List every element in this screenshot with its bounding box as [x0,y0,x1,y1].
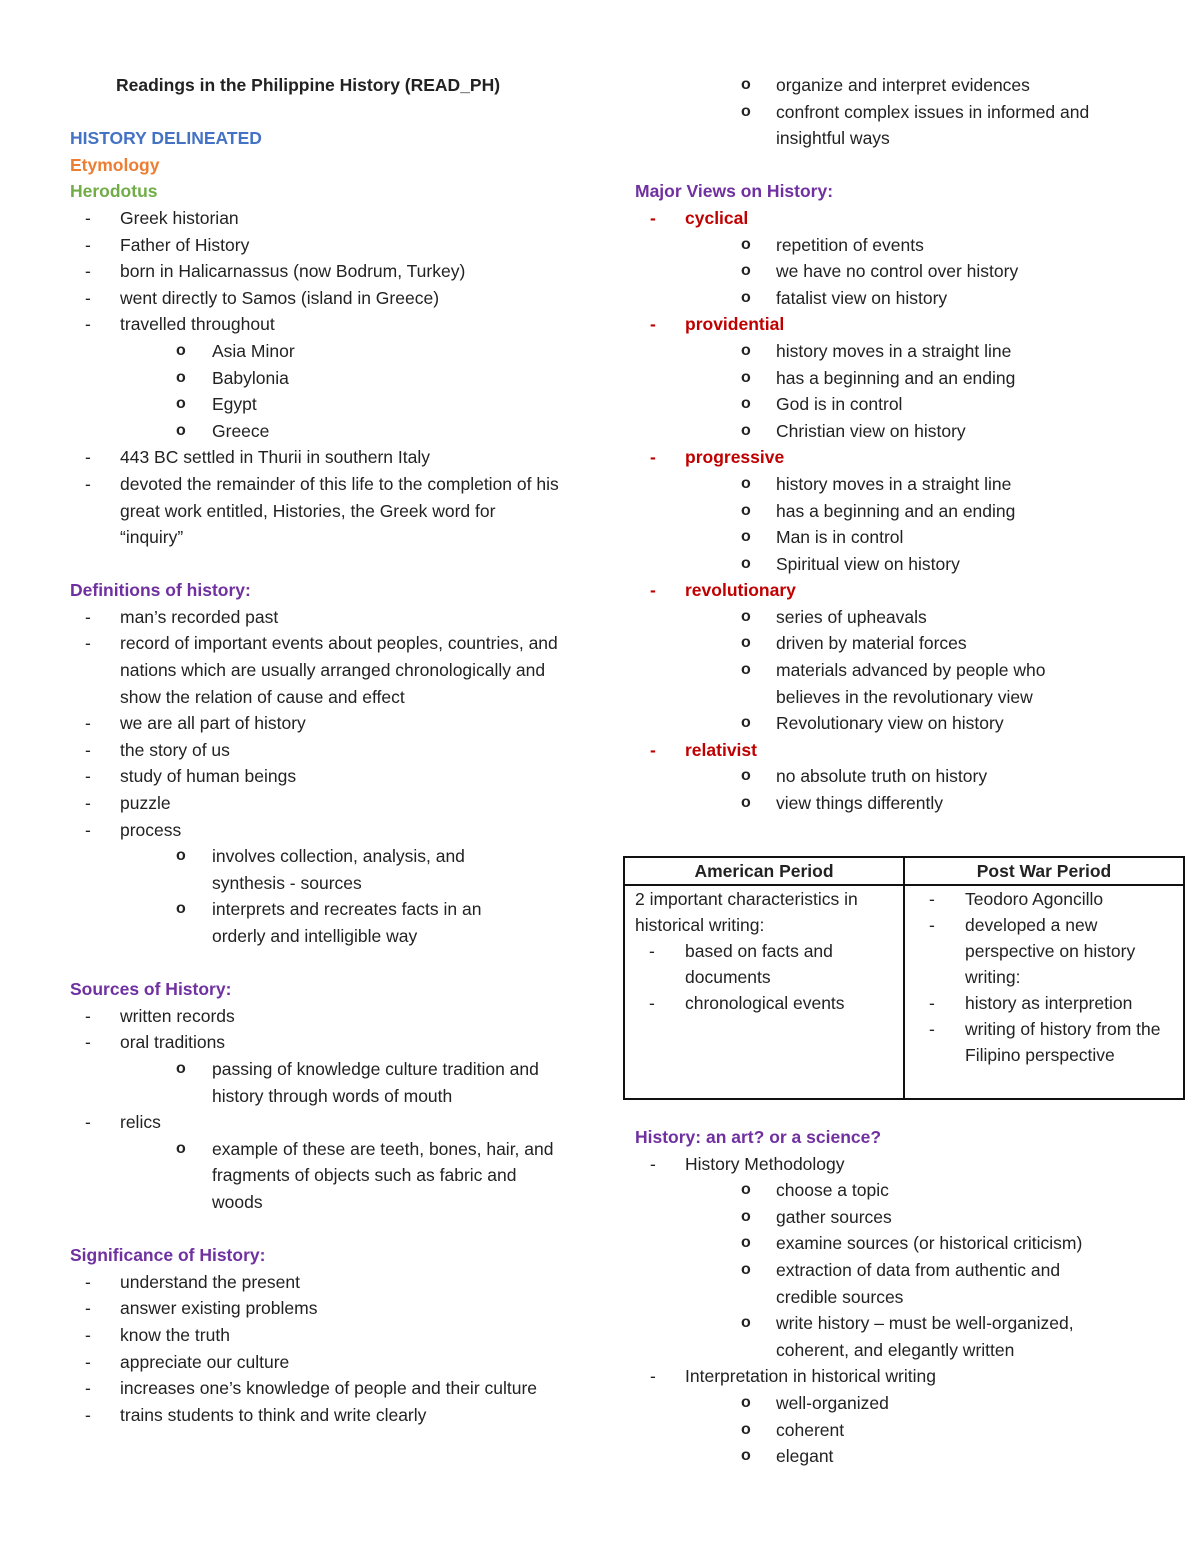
sub-list-item: o organize and interpret evidences [635,72,1195,99]
list-item: - study of human beings [70,763,610,790]
view-revolutionary: - revolutionary [635,577,1195,604]
sub-list-item: o Christian view on history [635,418,1195,445]
table-header-american: American Period [624,857,904,885]
sources-heading: Sources of History: [70,979,232,1000]
sub-list-item: o history moves in a straight line [635,471,1195,498]
sub-list-item: o passing of knowledge culture tradition and history through words of mouth [70,1056,557,1109]
sub-list-item: o series of upheavals [635,604,1195,631]
section-heading: HISTORY DELINEATED [70,128,262,149]
document-title: Readings in the Philippine History (READ_PH) [116,75,501,95]
view-cyclical: - cyclical [635,205,1195,232]
list-item: - oral traditions [70,1029,610,1056]
left-column [70,72,610,1428]
view-progressive: - progressive [635,444,1195,471]
sub-list-item: o repetition of events [635,232,1195,259]
table-list-item: - writing of history from the Filipino perspective [915,1016,1175,1068]
sub-list-item: o example of these are teeth, bones, hair, and fragments of objects such as fabric and woods [70,1136,562,1216]
sub-list-item: o confront complex issues in informed and insightful ways [635,99,1106,152]
table-cell-american [624,885,904,1099]
sub-list-item: o involves collection, analysis, and synthesis - sources [70,843,522,896]
sub-list-item: o view things differently [635,790,1195,817]
sub-list-item: o God is in control [635,391,1195,418]
sub-list-item: o history moves in a straight line [635,338,1195,365]
table-list-item: - history as interpretion [915,990,1175,1016]
sub-list-item: o driven by material forces [635,630,1195,657]
table-list-item: - based on facts and documents [635,938,855,990]
sub-list-item: o materials advanced by people who believes in the revolutionary view [635,657,1096,710]
list-item: - record of important events about peoples, countries, and nations which are usually arranged chronologically and show the relation of cause and effect [70,630,565,710]
list-item: - increases one’s knowledge of people and their culture [70,1375,540,1402]
list-item: - History Methodology [635,1151,1195,1178]
list-item: - travelled throughout [70,311,610,338]
right-column-bottom [635,1124,1195,1470]
views-heading: Major Views on History: [635,181,834,202]
list-item: - Greek historian [70,205,610,232]
right-column [635,72,1195,817]
list-item: - know the truth [70,1322,610,1349]
list-item: - born in Halicarnassus (now Bodrum, Turkey) [70,258,610,285]
herodotus-heading: Herodotus [70,181,158,202]
table-intro-text: 2 important characteristics in historical writing: [635,889,858,935]
list-item: - puzzle [70,790,610,817]
sub-list-item: o Revolutionary view on history [635,710,1195,737]
significance-heading: Significance of History: [70,1245,266,1266]
list-item: - appreciate our culture [70,1349,610,1376]
sub-list-item: o no absolute truth on history [635,763,1195,790]
list-item: - written records [70,1003,610,1030]
sub-list-item: o we have no control over history [635,258,1195,285]
sub-list-item: o elegant [635,1443,1195,1470]
sub-list-item: o Egypt [70,391,610,418]
periods-table [623,856,1185,1100]
table-header-postwar: Post War Period [904,857,1184,885]
sub-list-item: o Asia Minor [70,338,610,365]
table-list-item: - Teodoro Agoncillo [915,886,1175,912]
list-item: - we are all part of history [70,710,610,737]
table-list-item: - chronological events [635,990,895,1016]
list-item: - went directly to Samos (island in Greece) [70,285,610,312]
list-item: - devoted the remainder of this life to the completion of his great work entitled, Histories, the Greek word for “inquiry” [70,471,560,551]
view-relativist: - relativist [635,737,1195,764]
list-item: - process [70,817,610,844]
sub-list-item: o interprets and recreates facts in an orderly and intelligible way [70,896,532,949]
sub-list-item: o gather sources [635,1204,1195,1231]
sub-list-item: o has a beginning and an ending [635,498,1195,525]
sub-list-item: o Greece [70,418,610,445]
sub-list-item: o write history – must be well-organized, coherent, and elegantly written [635,1310,1126,1363]
art-science-heading: History: an art? or a science? [635,1127,882,1147]
sub-list-item: o Babylonia [70,365,610,392]
table-list-item: - developed a new perspective on history writing: [915,912,1175,990]
table-cell-postwar [904,885,1184,1099]
definitions-heading: Definitions of history: [70,580,251,601]
list-item: - relics [70,1109,610,1136]
sub-list-item: o examine sources (or historical criticism) [635,1230,1195,1257]
list-item: - 443 BC settled in Thurii in southern Italy [70,444,610,471]
list-item: - the story of us [70,737,610,764]
list-item: - trains students to think and write clearly [70,1402,610,1429]
sub-list-item: o has a beginning and an ending [635,365,1195,392]
list-item: - Interpretation in historical writing [635,1363,1195,1390]
view-providential: - providential [635,311,1195,338]
sub-list-item: o choose a topic [635,1177,1195,1204]
sub-list-item: o coherent [635,1417,1195,1444]
sub-list-item: o Man is in control [635,524,1195,551]
list-item: - answer existing problems [70,1295,610,1322]
sub-list-item: o Spiritual view on history [635,551,1195,578]
sub-list-item: o fatalist view on history [635,285,1195,312]
list-item: - man’s recorded past [70,604,610,631]
list-item: - Father of History [70,232,610,259]
etymology-heading: Etymology [70,154,160,175]
sub-list-item: o extraction of data from authentic and credible sources [635,1257,1116,1310]
sub-list-item: o well-organized [635,1390,1195,1417]
list-item: - understand the present [70,1269,610,1296]
